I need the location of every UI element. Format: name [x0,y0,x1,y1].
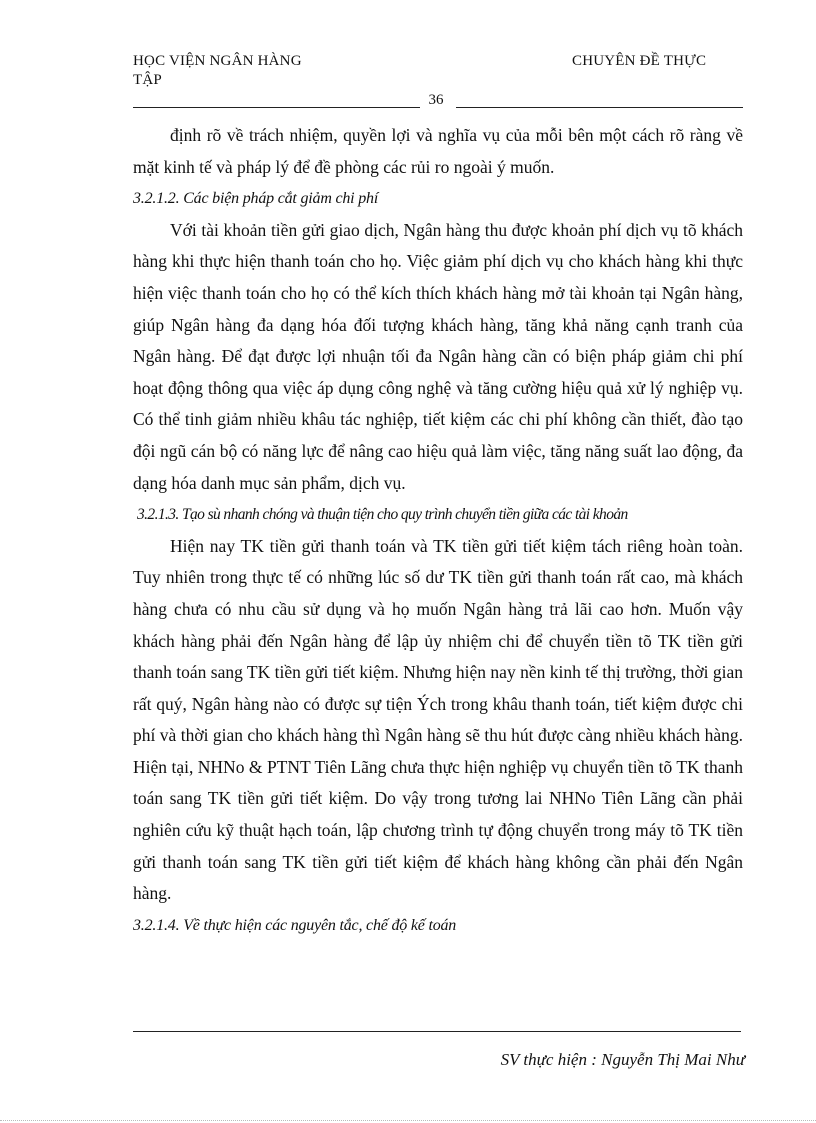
section-heading-3-2-1-4: 3.2.1.4. Về thực hiện các nguyên tắc, chế độ kế toán [133,916,457,934]
page-edge-divider [0,1120,816,1121]
header-rule-left [133,107,420,108]
footer-author: SV thực hiện : Nguyễn Thị Mai Như [500,1050,745,1069]
paragraph-3: Hiện nay TK tiền gửi thanh toán và TK tiền gửi tiết kiệm tách riêng hoàn toàn. Tuy nhiên trong thực tế có những lúc số dư TK tiền gửi thanh toán rất cao, mà khách hàng chưa có nhu cầu sử dụng và họ muốn Ngân hàng trả lãi cao hơn. Muốn vậy khách hàng phải đến Ngân hàng để lập ủy nhiệm chi để chuyển tiền tõ TK tiền gửi thanh toán sang TK tiền gửi tiết kiệm. Nhưng hiện nay nền kinh tế thị trường, thời gian rất quý, Ngân hàng nào có được sự tiện Ých trong khâu thanh toán, tiết kiệm được chi phí và thời gian cho khách hàng thì Ngân hàng sẽ thu hút được càng nhiều khách hàng. Hiện tại, NHNo & PTNT Tiên Lãng chưa thực hiện nghiệp vụ chuyển tiền tõ TK thanh toán sang TK tiền gửi tiết kiệm. Do vậy trong tương lai NHNo Tiên Lãng cần phải nghiên cứu kỹ thuật hạch toán, lập chương trình tự động chuyển trong máy tõ TK tiền gửi thanh toán sang TK tiền gửi tiết kiệm để khách hàng không cần phải đến Ngân hàng. [133,535,743,904]
header-document-type: CHUYÊN ĐỀ THỰC [572,53,707,69]
section-heading-3-2-1-2: 3.2.1.2. Các biện pháp cắt giảm chi phí [133,190,379,208]
footer-rule [133,1031,741,1032]
paragraph-2: Với tài khoản tiền gửi giao dịch, Ngân hàng thu được khoản phí dịch vụ tõ khách hàng khi thực hiện thanh toán cho họ. Việc giảm phí dịch vụ cho khách hàng khi thực hiện việc thanh toán cho họ có thể kích thích khách hàng mở tài khoản tại Ngân hàng, giúp Ngân hàng đa dạng hóa đối tượng khách hàng, tăng khả năng cạnh tranh của Ngân hàng. Để đạt được lợi nhuận tối đa Ngân hàng cần có biện pháp giảm chi phí hoạt động thông qua việc áp dụng công nghệ và tăng cường hiệu quả xử lý nghiệp vụ. Có thể tinh giảm nhiều khâu tác nghiệp, tiết kiệm các chi phí không cần thiết, đào tạo đội ngũ cán bộ có năng lực để nâng cao hiệu quả làm việc, tăng năng suất lao động, đa dạng hóa danh mục sản phẩm, dịch vụ. [133,219,743,493]
header-school [133,52,433,90]
header-rule-right [456,107,743,108]
header-school-line2: TẬP [133,72,162,88]
header-school-name: HỌC VIỆN NGÂN HÀNG [133,53,302,69]
section-heading-3-2-1-3: 3.2.1.3. Tạo sù nhanh chóng và thuận tiện cho quy trình chuyển tiền giữa các tài khoản [137,506,628,524]
page-number: 36 [428,92,444,108]
paragraph-1: định rõ về trách nhiệm, quyền lợi và nghĩa vụ của mỗi bên một cách rõ ràng về mặt kinh tế và pháp lý để đề phòng các rủi ro ngoài ý muốn. [133,125,743,177]
document-body [133,120,743,941]
